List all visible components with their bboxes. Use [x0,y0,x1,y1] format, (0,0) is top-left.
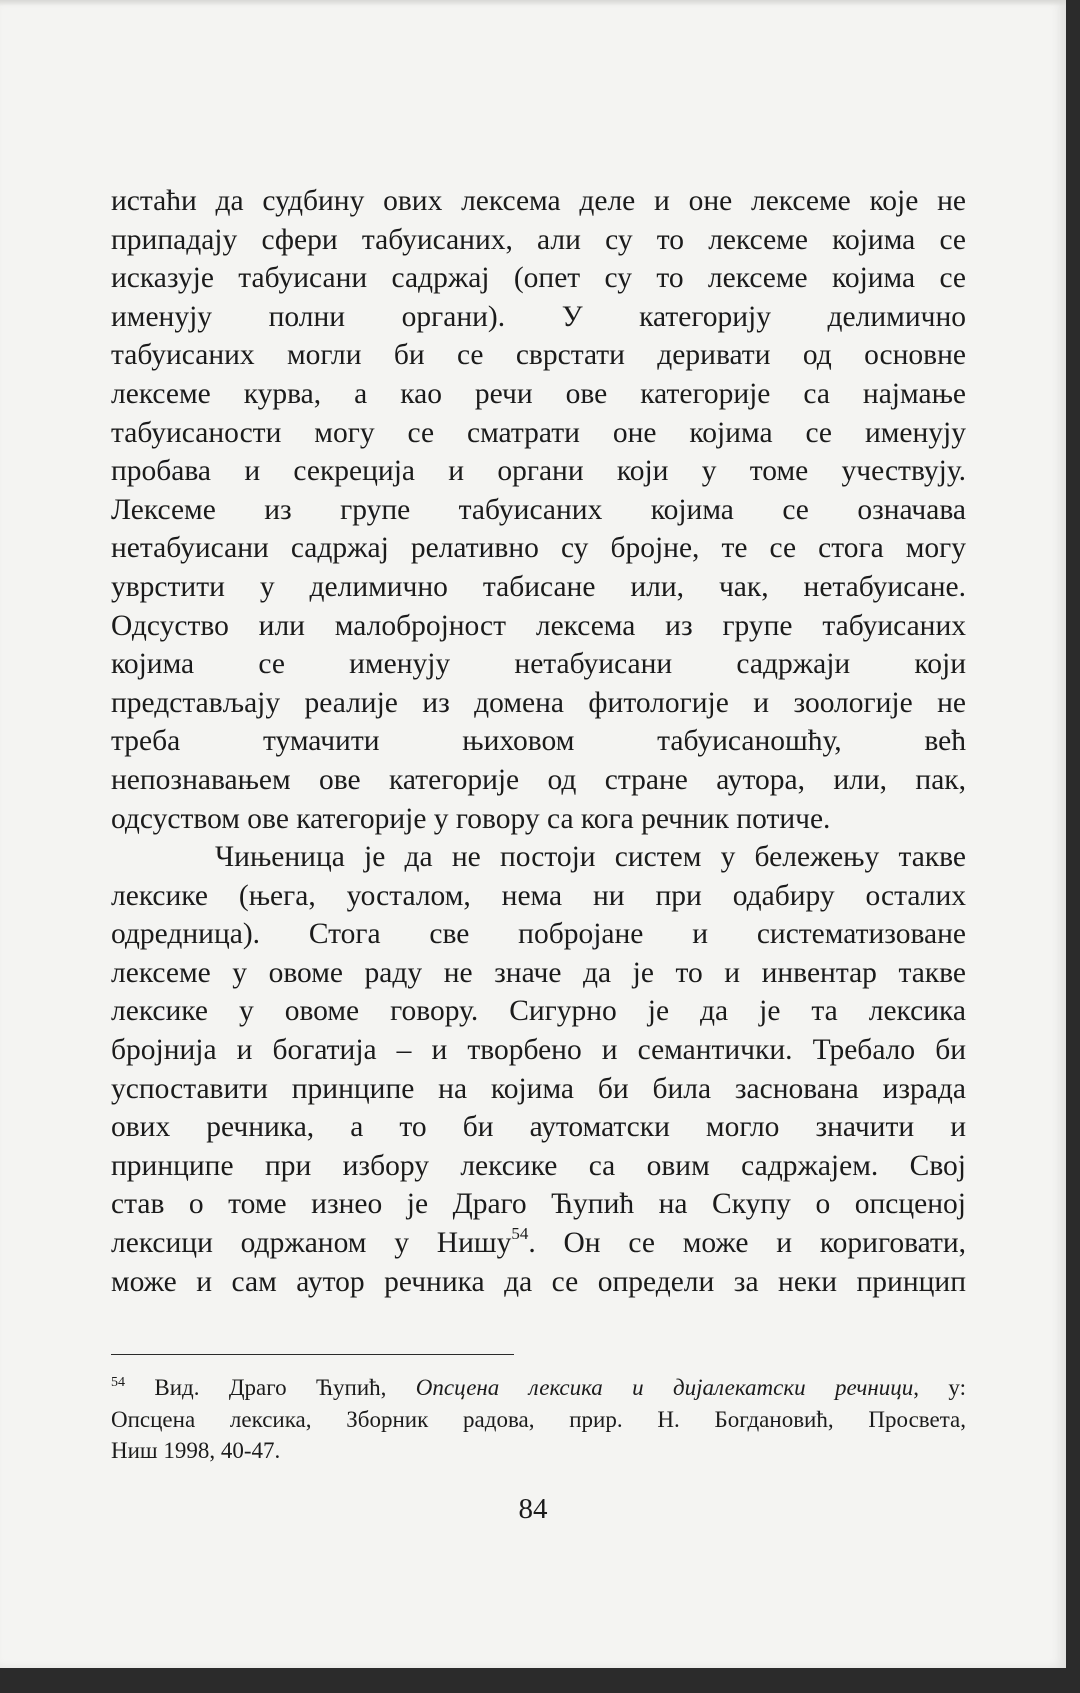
text-line [111,1224,966,1263]
text-line: став о томе изнео је Драго Ћупић на Скупу о опсценој [111,1188,966,1221]
text-line: именују полни органи). У категорију делимично [111,300,966,333]
text-segment: . Он се може и кориговати, [528,1227,966,1260]
text-line: припадају сфери табуисаних, али су то лексеме којима се [111,223,966,256]
text-line: лексике (њега, уосталом, нема ни при одабиру осталих [111,879,966,912]
text-line: ових речника, а то би аутоматски могло значити и [111,1111,966,1144]
text-line: истаћи да судбину ових лексема деле и оне лексеме које не [111,185,966,217]
text-line: уврстити у делимично табисане или, чак, нетабуисане. [111,570,966,603]
paragraph-1 [111,182,966,838]
text-line: одредница). Стога све побројане и систематизоване [111,918,966,951]
main-text [111,182,966,1301]
footnote-suffix: , у: [913,1375,967,1400]
text-line: табуисаних могли би се сврстати деривати од основне [111,339,966,372]
footnote-title: Опсцена лексика и дијалекатски речници [415,1375,914,1400]
text-line: исказује табуисани садржај (опет су то лексеме којима се [111,262,966,295]
footnote-prefix: Вид. Драго Ћупић, [125,1375,416,1400]
text-segment: лексици одржаном у Нишу [111,1227,512,1260]
footnote-54 [111,1372,966,1467]
text-line: табуисаности могу се сматрати оне којима се именују [111,416,966,449]
footnote-number: 54 [111,1375,125,1390]
footnote-line-2: Опсцена лексика, Зборник радова, прир. Н. Богдановић, Просвета, [111,1406,966,1432]
text-line: одсуством ове категорије у говору са кога речник потиче. [111,802,831,835]
paragraph-2 [111,838,966,1301]
text-line: успоставити принципе на којима би била заснована израда [111,1072,966,1105]
page-number: 84 [518,1493,548,1525]
text-line: бројнија и богатија – и творбено и семантички. Требало би [111,1034,966,1067]
text-line: представљају реалије из домена фитологије и зоологије не [111,686,966,719]
text-line: пробава и секреција и органи који у томе учествују. [111,455,966,488]
text-line: Одсуство или малобројност лексема из групе табуисаних [111,609,966,642]
text-line: Чињеница је да не постоји систем у бележењу такве [215,841,966,874]
footnote-line-1 [111,1372,966,1404]
text-line: треба тумачити њиховом табуисаношћу, већ [111,725,966,758]
text-line: може и сам аутор речника да се определи за неки принцип [111,1265,966,1298]
text-line: лексеме курва, а као речи ове категорије са најмање [111,377,966,410]
text-line: нетабуисани садржај релативно су бројне, те се стога могу [111,532,966,565]
text-line: лексеме у овоме раду не значе да је то и инвентар такве [111,956,966,989]
text-line: принципе при избору лексике са овим садржајем. Свој [111,1149,966,1182]
footnote-line-3: Ниш 1998, 40-47. [111,1438,281,1463]
footnote-separator [111,1354,514,1355]
text-line: којима се именују нетабуисани садржаји који [111,648,966,681]
footnote-reference: 54 [511,1224,529,1244]
text-line: лексике у овоме говору. Сигурно је да је та лексика [111,995,966,1028]
text-line: непознавањем ове категорије од стране аутора, или, пак, [111,763,966,796]
text-line: Лексеме из групе табуисаних којима се означава [111,493,966,526]
